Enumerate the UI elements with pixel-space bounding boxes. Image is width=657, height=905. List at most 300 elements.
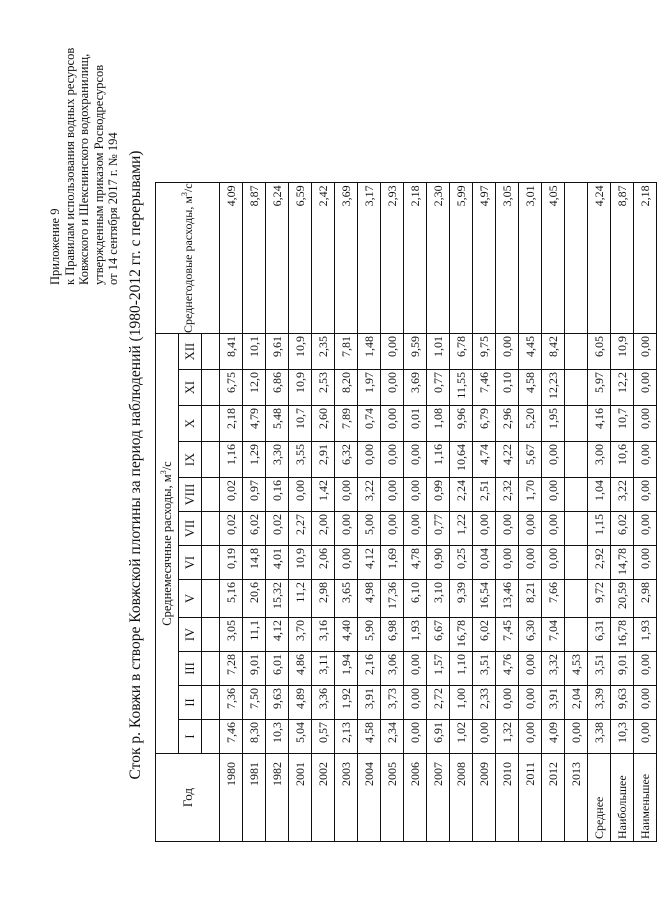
- annual-cell: 8,87: [243, 183, 266, 334]
- table-row: [381, 183, 404, 842]
- value-cell: 4,16: [588, 406, 611, 442]
- value-cell: 3,73: [381, 686, 404, 720]
- value-cell: 1,01: [427, 334, 450, 370]
- value-cell: 10,3: [611, 720, 634, 754]
- header-annual-suffix: /с: [180, 183, 195, 193]
- value-cell: 5,20: [519, 406, 542, 442]
- value-cell: 6,75: [220, 370, 243, 406]
- table-body: [220, 183, 657, 842]
- value-cell: 1,10: [450, 652, 473, 686]
- spacer-cell: [202, 652, 220, 686]
- spacer-cell: [202, 406, 220, 442]
- appendix-line: к Правилам использования водных ресурсов: [62, 47, 77, 285]
- value-cell: 7,46: [220, 720, 243, 754]
- annual-cell: 4,09: [220, 183, 243, 334]
- value-cell: 1,42: [312, 478, 335, 512]
- value-cell: 6,67: [427, 618, 450, 652]
- value-cell: 12,0: [243, 370, 266, 406]
- value-cell: 1,92: [335, 686, 358, 720]
- value-cell: 0,77: [427, 512, 450, 546]
- appendix-line: Приложение 9: [48, 208, 62, 285]
- table-row: [335, 183, 358, 842]
- spacer-cell: [202, 512, 220, 546]
- value-cell: 0,00: [335, 478, 358, 512]
- value-cell: 9,75: [473, 334, 496, 370]
- summary-row: [634, 183, 657, 842]
- header-annual-text: Среднегодовые расходы, м: [180, 196, 195, 333]
- value-cell: 16,54: [473, 580, 496, 618]
- value-cell: 4,78: [404, 546, 427, 580]
- annual-cell: 8,87: [611, 183, 634, 334]
- year-cell: 2011: [519, 754, 542, 842]
- value-cell: 3,30: [266, 442, 289, 478]
- table-row: [450, 183, 473, 842]
- value-cell: 12,23: [542, 370, 565, 406]
- value-cell: 0,16: [266, 478, 289, 512]
- year-cell: 2012: [542, 754, 565, 842]
- value-cell: 0,00: [634, 546, 657, 580]
- value-cell: 14,78: [611, 546, 634, 580]
- value-cell: 9,63: [611, 686, 634, 720]
- value-cell: 0,00: [496, 686, 519, 720]
- value-cell: 2,34: [381, 720, 404, 754]
- value-cell: 10,64: [450, 442, 473, 478]
- annual-cell: 2,93: [381, 183, 404, 334]
- header-annual: [156, 183, 220, 334]
- value-cell: [565, 334, 588, 370]
- year-cell: 1982: [266, 754, 289, 842]
- value-cell: 0,00: [404, 652, 427, 686]
- year-cell: 2007: [427, 754, 450, 842]
- value-cell: 7,66: [542, 580, 565, 618]
- year-cell: 2008: [450, 754, 473, 842]
- appendix-line: утвержденным приказом Росводресурсов: [91, 64, 106, 285]
- month-header: VII: [179, 512, 202, 546]
- value-cell: 0,25: [450, 546, 473, 580]
- value-cell: 0,00: [634, 478, 657, 512]
- annual-cell: 4,97: [473, 183, 496, 334]
- value-cell: 2,32: [496, 478, 519, 512]
- month-header: III: [179, 652, 202, 686]
- value-cell: 3,10: [427, 580, 450, 618]
- value-cell: 0,00: [634, 334, 657, 370]
- summary-row: [611, 183, 634, 842]
- value-cell: 4,40: [335, 618, 358, 652]
- value-cell: 4,79: [243, 406, 266, 442]
- value-cell: 0,02: [266, 512, 289, 546]
- value-cell: 1,16: [427, 442, 450, 478]
- value-cell: 8,41: [220, 334, 243, 370]
- value-cell: 0,00: [519, 720, 542, 754]
- table-row: [404, 183, 427, 842]
- value-cell: 0,00: [335, 512, 358, 546]
- appendix-line: Ковжского и Шекснинского водохранилищ,: [77, 53, 91, 285]
- value-cell: 0,00: [381, 512, 404, 546]
- value-cell: 3,91: [542, 686, 565, 720]
- value-cell: [565, 370, 588, 406]
- flow-table: [155, 182, 657, 842]
- annual-cell: 3,05: [496, 183, 519, 334]
- value-cell: 15,32: [266, 580, 289, 618]
- table-row: [542, 183, 565, 842]
- annual-cell: 4,05: [542, 183, 565, 334]
- table-row: [243, 183, 266, 842]
- value-cell: 0,00: [519, 652, 542, 686]
- value-cell: 2,96: [496, 406, 519, 442]
- value-cell: 6,86: [266, 370, 289, 406]
- value-cell: 6,02: [473, 618, 496, 652]
- annual-cell: 2,18: [404, 183, 427, 334]
- table-row: [289, 183, 312, 842]
- annual-cell: 2,42: [312, 183, 335, 334]
- table-row: [358, 183, 381, 842]
- value-cell: 12,2: [611, 370, 634, 406]
- value-cell: 0,00: [634, 720, 657, 754]
- value-cell: 7,36: [220, 686, 243, 720]
- value-cell: 10,9: [289, 334, 312, 370]
- month-header: V: [179, 580, 202, 618]
- value-cell: 10,6: [611, 442, 634, 478]
- value-cell: 0,00: [634, 442, 657, 478]
- year-cell: 2013: [565, 754, 588, 842]
- value-cell: 2,24: [450, 478, 473, 512]
- month-header: XI: [179, 370, 202, 406]
- value-cell: 0,77: [427, 370, 450, 406]
- value-cell: 17,36: [381, 580, 404, 618]
- value-cell: 1,08: [427, 406, 450, 442]
- value-cell: 6,31: [588, 618, 611, 652]
- value-cell: 2,51: [473, 478, 496, 512]
- value-cell: 0,74: [358, 406, 381, 442]
- month-header: II: [179, 686, 202, 720]
- value-cell: 6,79: [473, 406, 496, 442]
- value-cell: 1,04: [588, 478, 611, 512]
- value-cell: 11,55: [450, 370, 473, 406]
- value-cell: 2,13: [335, 720, 358, 754]
- value-cell: 3,69: [404, 370, 427, 406]
- value-cell: 10,7: [611, 406, 634, 442]
- appendix-note: [48, 17, 121, 285]
- summary-label: Наименьшее: [634, 754, 657, 842]
- annual-cell: [565, 183, 588, 334]
- value-cell: 5,48: [266, 406, 289, 442]
- value-cell: 2,00: [312, 512, 335, 546]
- value-cell: 10,1: [243, 334, 266, 370]
- value-cell: 1,95: [542, 406, 565, 442]
- value-cell: 0,00: [404, 442, 427, 478]
- month-header: XII: [179, 334, 202, 370]
- year-cell: 2004: [358, 754, 381, 842]
- month-header: VI: [179, 546, 202, 580]
- annual-cell: 3,17: [358, 183, 381, 334]
- value-cell: 10,9: [289, 546, 312, 580]
- value-cell: 1,57: [427, 652, 450, 686]
- value-cell: 1,93: [634, 618, 657, 652]
- value-cell: 6,02: [611, 512, 634, 546]
- value-cell: 2,16: [358, 652, 381, 686]
- value-cell: 0,00: [519, 546, 542, 580]
- summary-label: Среднее: [588, 754, 611, 842]
- value-cell: 5,16: [220, 580, 243, 618]
- value-cell: 10,7: [289, 406, 312, 442]
- summary-row: [588, 183, 611, 842]
- value-cell: [565, 406, 588, 442]
- value-cell: 2,27: [289, 512, 312, 546]
- value-cell: 6,78: [450, 334, 473, 370]
- header-monthly-text: Среднемесячные расходы, м: [160, 474, 174, 626]
- spacer-cell: [202, 370, 220, 406]
- annual-cell: 3,01: [519, 183, 542, 334]
- year-cell: 1981: [243, 754, 266, 842]
- value-cell: 4,98: [358, 580, 381, 618]
- value-cell: 2,35: [312, 334, 335, 370]
- spacer-cell: [202, 720, 220, 754]
- table-row: [565, 183, 588, 842]
- value-cell: 1,97: [358, 370, 381, 406]
- value-cell: 1,29: [243, 442, 266, 478]
- value-cell: 8,20: [335, 370, 358, 406]
- value-cell: 3,55: [289, 442, 312, 478]
- value-cell: 1,48: [358, 334, 381, 370]
- year-cell: 1980: [220, 754, 243, 842]
- value-cell: 1,02: [450, 720, 473, 754]
- value-cell: [565, 546, 588, 580]
- value-cell: 2,92: [588, 546, 611, 580]
- header-monthly-unit: 3: [158, 470, 168, 475]
- value-cell: 11,2: [289, 580, 312, 618]
- value-cell: 1,15: [588, 512, 611, 546]
- value-cell: 9,01: [243, 652, 266, 686]
- value-cell: 3,36: [312, 686, 335, 720]
- value-cell: 0,00: [634, 370, 657, 406]
- value-cell: 0,00: [634, 406, 657, 442]
- header-annual-unit: 3: [179, 192, 189, 197]
- value-cell: 6,10: [404, 580, 427, 618]
- value-cell: 2,06: [312, 546, 335, 580]
- value-cell: 4,22: [496, 442, 519, 478]
- value-cell: [565, 512, 588, 546]
- value-cell: 0,00: [542, 512, 565, 546]
- value-cell: 10,3: [266, 720, 289, 754]
- value-cell: 10,9: [289, 370, 312, 406]
- value-cell: 10,9: [611, 334, 634, 370]
- value-cell: 0,97: [243, 478, 266, 512]
- value-cell: 0,00: [634, 652, 657, 686]
- value-cell: 0,02: [220, 478, 243, 512]
- summary-label: Наибольшее: [611, 754, 634, 842]
- value-cell: 3,32: [542, 652, 565, 686]
- value-cell: 0,00: [289, 478, 312, 512]
- appendix-line: от 14 сентября 2017 г. № 194: [106, 132, 120, 285]
- value-cell: 0,57: [312, 720, 335, 754]
- value-cell: 0,00: [473, 720, 496, 754]
- value-cell: 6,05: [588, 334, 611, 370]
- header-monthly-suffix: /с: [160, 461, 174, 471]
- month-header: X: [179, 406, 202, 442]
- year-cell: 2003: [335, 754, 358, 842]
- value-cell: 9,59: [404, 334, 427, 370]
- spacer-cell: [202, 618, 220, 652]
- value-cell: 5,00: [358, 512, 381, 546]
- value-cell: 2,72: [427, 686, 450, 720]
- spacer-cell: [202, 686, 220, 720]
- table-row: [266, 183, 289, 842]
- value-cell: [565, 580, 588, 618]
- value-cell: 0,00: [519, 686, 542, 720]
- value-cell: 0,00: [404, 478, 427, 512]
- spacer-cell: [202, 442, 220, 478]
- value-cell: 5,97: [588, 370, 611, 406]
- value-cell: 2,98: [312, 580, 335, 618]
- value-cell: [565, 442, 588, 478]
- annual-cell: 6,24: [266, 183, 289, 334]
- value-cell: 5,90: [358, 618, 381, 652]
- header-year: Год: [156, 754, 220, 842]
- table-row: [312, 183, 335, 842]
- table-row: [427, 183, 450, 842]
- value-cell: 4,45: [519, 334, 542, 370]
- value-cell: 0,00: [634, 512, 657, 546]
- value-cell: 0,00: [542, 442, 565, 478]
- table-row: [496, 183, 519, 842]
- value-cell: 3,51: [473, 652, 496, 686]
- value-cell: 0,99: [427, 478, 450, 512]
- value-cell: 3,16: [312, 618, 335, 652]
- value-cell: 1,00: [450, 686, 473, 720]
- value-cell: 1,16: [220, 442, 243, 478]
- value-cell: 0,00: [335, 546, 358, 580]
- value-cell: 2,04: [565, 686, 588, 720]
- value-cell: 3,05: [220, 618, 243, 652]
- value-cell: 0,00: [404, 686, 427, 720]
- value-cell: 7,46: [473, 370, 496, 406]
- value-cell: 3,39: [588, 686, 611, 720]
- value-cell: 2,33: [473, 686, 496, 720]
- value-cell: 4,74: [473, 442, 496, 478]
- value-cell: 7,81: [335, 334, 358, 370]
- value-cell: 0,00: [404, 512, 427, 546]
- value-cell: 5,67: [519, 442, 542, 478]
- value-cell: 3,22: [611, 478, 634, 512]
- value-cell: 1,22: [450, 512, 473, 546]
- value-cell: 9,63: [266, 686, 289, 720]
- value-cell: 0,04: [473, 546, 496, 580]
- value-cell: 9,72: [588, 580, 611, 618]
- value-cell: 3,91: [358, 686, 381, 720]
- value-cell: 0,10: [496, 370, 519, 406]
- year-cell: 2006: [404, 754, 427, 842]
- value-cell: 1,69: [381, 546, 404, 580]
- value-cell: 8,21: [519, 580, 542, 618]
- value-cell: 4,58: [358, 720, 381, 754]
- value-cell: 4,09: [542, 720, 565, 754]
- value-cell: 6,30: [519, 618, 542, 652]
- annual-cell: 2,30: [427, 183, 450, 334]
- value-cell: 0,00: [381, 478, 404, 512]
- value-cell: 7,50: [243, 686, 266, 720]
- value-cell: 6,32: [335, 442, 358, 478]
- value-cell: 7,89: [335, 406, 358, 442]
- value-cell: 6,98: [381, 618, 404, 652]
- value-cell: 4,86: [289, 652, 312, 686]
- year-cell: 2002: [312, 754, 335, 842]
- value-cell: 0,00: [381, 370, 404, 406]
- annual-cell: 6,59: [289, 183, 312, 334]
- annual-cell: 4,24: [588, 183, 611, 334]
- year-cell: 2010: [496, 754, 519, 842]
- year-cell: 2005: [381, 754, 404, 842]
- value-cell: 0,00: [473, 512, 496, 546]
- value-cell: 0,00: [404, 720, 427, 754]
- value-cell: 4,53: [565, 652, 588, 686]
- value-cell: 2,18: [220, 406, 243, 442]
- value-cell: 11,1: [243, 618, 266, 652]
- value-cell: 3,00: [588, 442, 611, 478]
- value-cell: 1,94: [335, 652, 358, 686]
- value-cell: 0,00: [634, 686, 657, 720]
- value-cell: [565, 618, 588, 652]
- spacer-cell: [202, 478, 220, 512]
- value-cell: 8,30: [243, 720, 266, 754]
- value-cell: 4,89: [289, 686, 312, 720]
- value-cell: 0,00: [565, 720, 588, 754]
- spacer-cell: [202, 546, 220, 580]
- value-cell: 0,00: [496, 512, 519, 546]
- month-header: IV: [179, 618, 202, 652]
- value-cell: 20,59: [611, 580, 634, 618]
- document-title: Сток р. Ковжи в створе Ковжской плотины за период наблюдений (1980-2012 гг. с перерывами): [127, 150, 144, 780]
- annual-cell: 5,99: [450, 183, 473, 334]
- value-cell: 4,76: [496, 652, 519, 686]
- value-cell: 8,42: [542, 334, 565, 370]
- value-cell: 1,32: [496, 720, 519, 754]
- value-cell: 5,04: [289, 720, 312, 754]
- value-cell: 4,01: [266, 546, 289, 580]
- value-cell: 2,60: [312, 406, 335, 442]
- value-cell: 0,00: [496, 334, 519, 370]
- value-cell: 0,00: [381, 406, 404, 442]
- value-cell: 9,61: [266, 334, 289, 370]
- value-cell: 9,01: [611, 652, 634, 686]
- value-cell: 0,00: [496, 546, 519, 580]
- value-cell: 16,78: [450, 618, 473, 652]
- value-cell: 3,06: [381, 652, 404, 686]
- value-cell: 2,53: [312, 370, 335, 406]
- value-cell: 0,01: [404, 406, 427, 442]
- annual-cell: 2,18: [634, 183, 657, 334]
- value-cell: [565, 478, 588, 512]
- value-cell: 0,00: [358, 442, 381, 478]
- value-cell: 14,8: [243, 546, 266, 580]
- value-cell: 0,19: [220, 546, 243, 580]
- annual-cell: 3,69: [335, 183, 358, 334]
- value-cell: 0,00: [542, 478, 565, 512]
- value-cell: 4,12: [266, 618, 289, 652]
- month-header: I: [179, 720, 202, 754]
- value-cell: 2,91: [312, 442, 335, 478]
- table-row: [220, 183, 243, 842]
- header-monthly: [156, 334, 179, 754]
- value-cell: 6,91: [427, 720, 450, 754]
- value-cell: 0,00: [519, 512, 542, 546]
- value-cell: 7,45: [496, 618, 519, 652]
- value-cell: 9,39: [450, 580, 473, 618]
- value-cell: 4,58: [519, 370, 542, 406]
- value-cell: 6,01: [266, 652, 289, 686]
- value-cell: 16,78: [611, 618, 634, 652]
- value-cell: 7,04: [542, 618, 565, 652]
- value-cell: 3,70: [289, 618, 312, 652]
